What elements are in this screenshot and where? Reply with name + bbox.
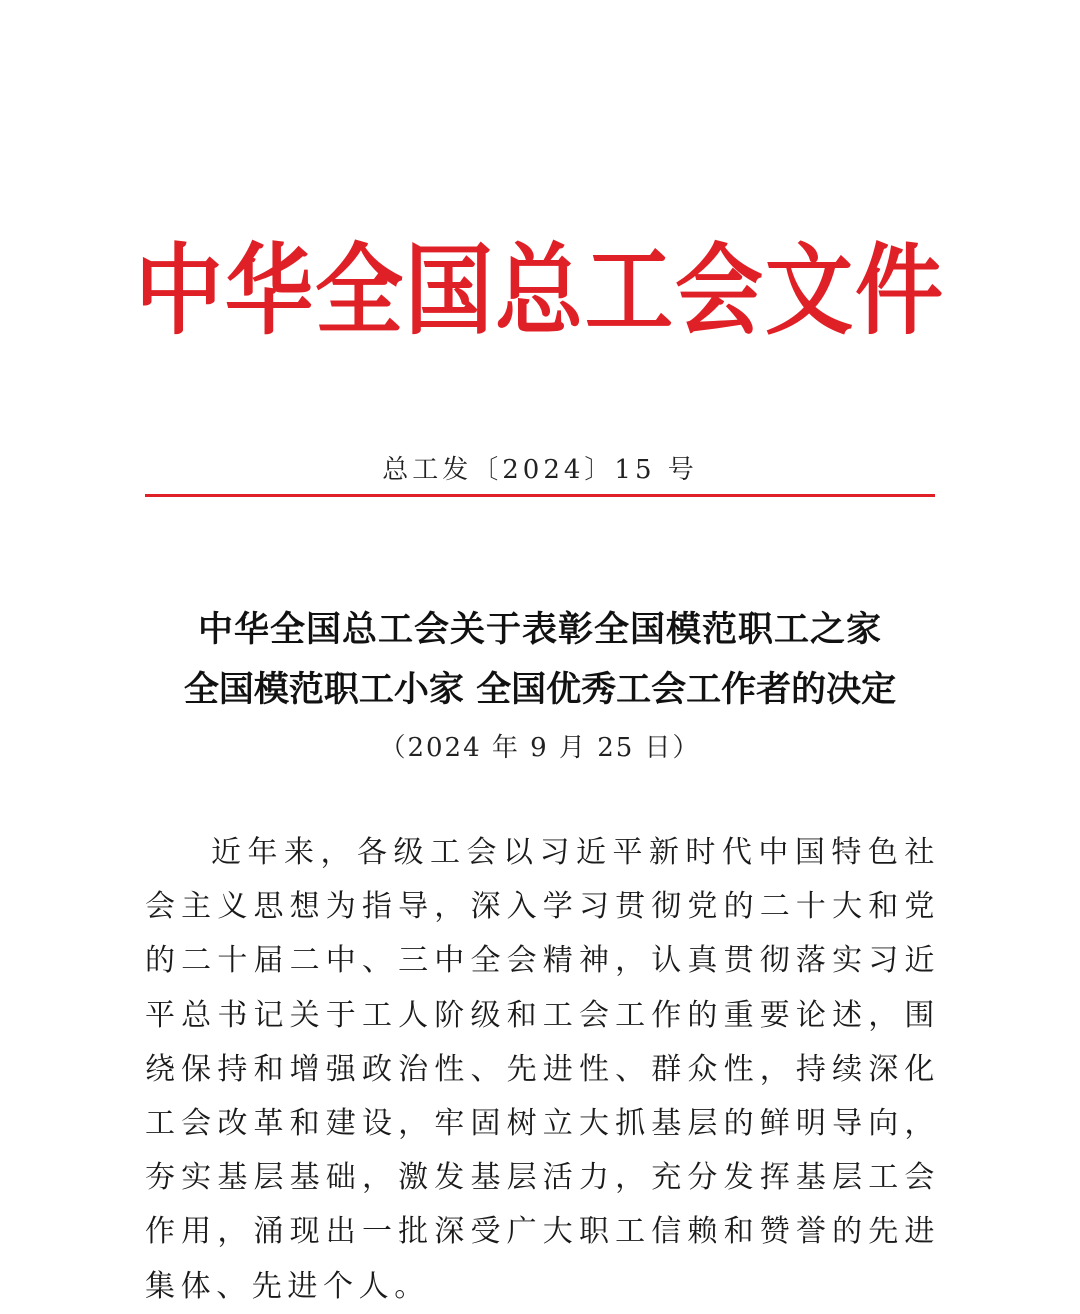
document-title-line-2: 全国模范职工小家 全国优秀工会工作者的决定 (183, 670, 897, 710)
masthead-title: 中华全国总工会文件 (134, 232, 945, 348)
body-paragraph: 近年来，各级工会以习近平新时代中国特色社会主义思想为指导，深入学习贯彻党的二十大和党的二十届二中、三中全会精神，认真贯彻落实习近平总书记关于工人阶级和工会工作的重要论述，围绕保持和增强政治性、先进性、群众性，持续深化工会改革和建设，牢固树立大抓基层的鲜明导向，夯实基层基础，激发基层活力，充分发挥基层工会作用，涌现出一批深受广大职工信赖和赞誉的先进集体、先进个人。 (145, 835, 940, 1304)
red-divider-line (145, 494, 935, 497)
document-date: （2024 年 9 月 25 日） (379, 733, 701, 763)
document-title-line-1: 中华全国总工会关于表彰全国模范职工之家 (197, 610, 882, 650)
document-number: 总工发〔2024〕15 号 (382, 455, 698, 485)
